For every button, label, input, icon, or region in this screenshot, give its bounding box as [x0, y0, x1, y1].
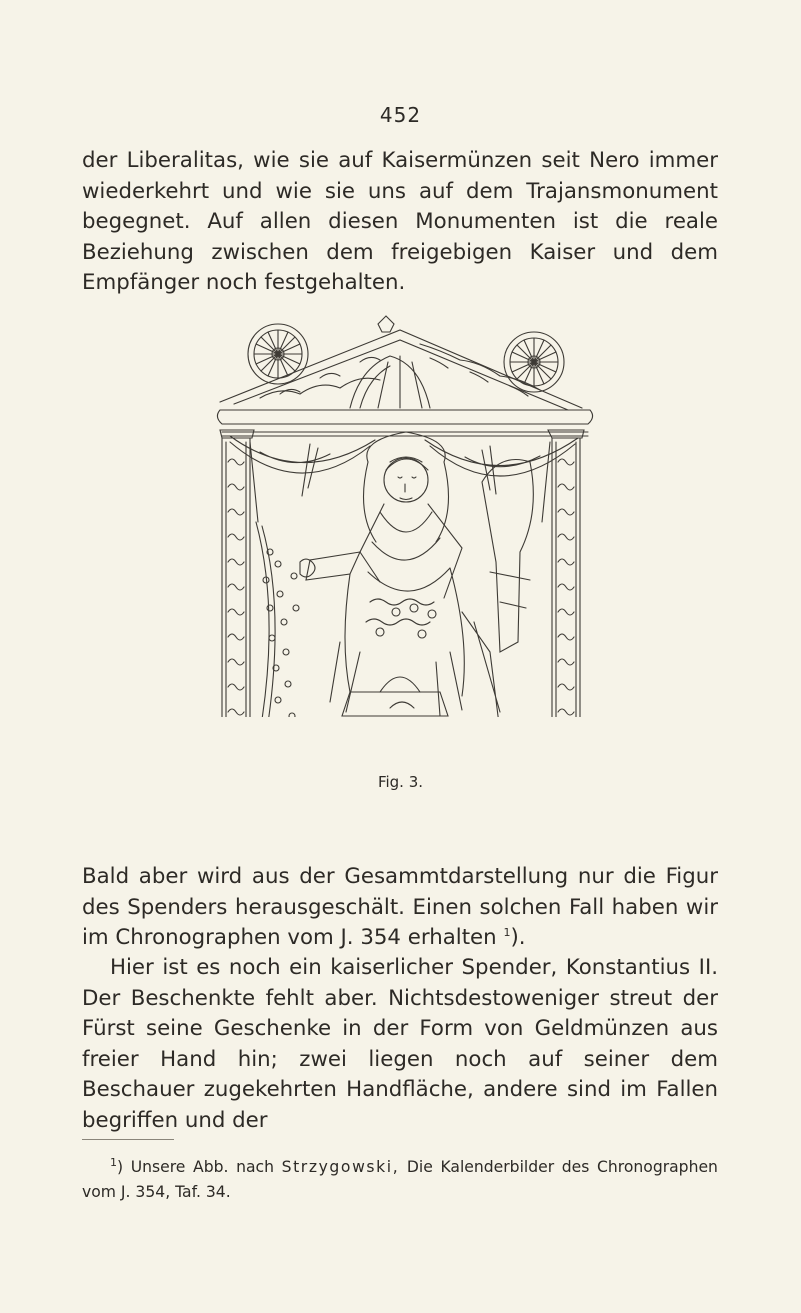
paragraph-chronograph	[82, 862, 718, 954]
falling-coins	[256, 522, 303, 717]
paragraph-konstantius: Hier ist es noch ein kaiserlicher Spender, Konstantius II. Der Beschenkte fehlt aber. Nichtsdestoweniger streut der Fürst seine Geschenke in der Form von Geldmünzen aus freier Hand hin; zwei liegen noch auf seiner dem Beschauer zugekehrten Handfläche, andere sind im Fallen begriffen und der	[82, 955, 718, 1133]
paragraph-chronograph-end: ).	[510, 925, 526, 950]
footnote-divider	[82, 1139, 174, 1140]
footnote-rest: Die Kalenderbilder des Chronographen vom J. 354, Taf. 34.	[82, 1158, 718, 1201]
emperor-figure	[300, 432, 464, 716]
figure-constantius-engraving	[200, 312, 600, 717]
footnote-marker: 1	[110, 1155, 117, 1169]
left-rosette	[248, 324, 308, 384]
footnote-reference[interactable]: 1	[503, 925, 511, 939]
paragraph-liberalitas: der Liberalitas, wie sie auf Kaisermünzen seit Nero immer wiederkehrt und wie sie uns auf dem Trajansmonument begegnet. Auf allen diesen Monumenten ist die reale Beziehung zwischen dem freigebigen Kaiser und dem Empfänger noch festgehalten.	[82, 148, 718, 295]
footnote	[82, 1155, 718, 1205]
right-column	[546, 430, 584, 717]
engraving-illustration	[200, 312, 600, 717]
footnote-marker-paren: )	[117, 1158, 124, 1176]
footnote-lead: Unsere Abb. nach	[130, 1158, 274, 1176]
figure-caption: Fig. 3.	[377, 773, 424, 791]
curtains	[230, 436, 578, 522]
right-rosette	[504, 332, 564, 392]
page-number: 452	[379, 103, 422, 127]
left-column	[218, 430, 256, 717]
throne	[462, 460, 533, 718]
footnote-author: Strzygowski,	[281, 1158, 400, 1176]
paragraph-chronograph-text: Bald aber wird aus der Gesammtdarstellung nur die Figur des Spenders herausgeschält. Einen solchen Fall haben wir im Chronographen vom J. 354 erhalten	[82, 864, 718, 950]
